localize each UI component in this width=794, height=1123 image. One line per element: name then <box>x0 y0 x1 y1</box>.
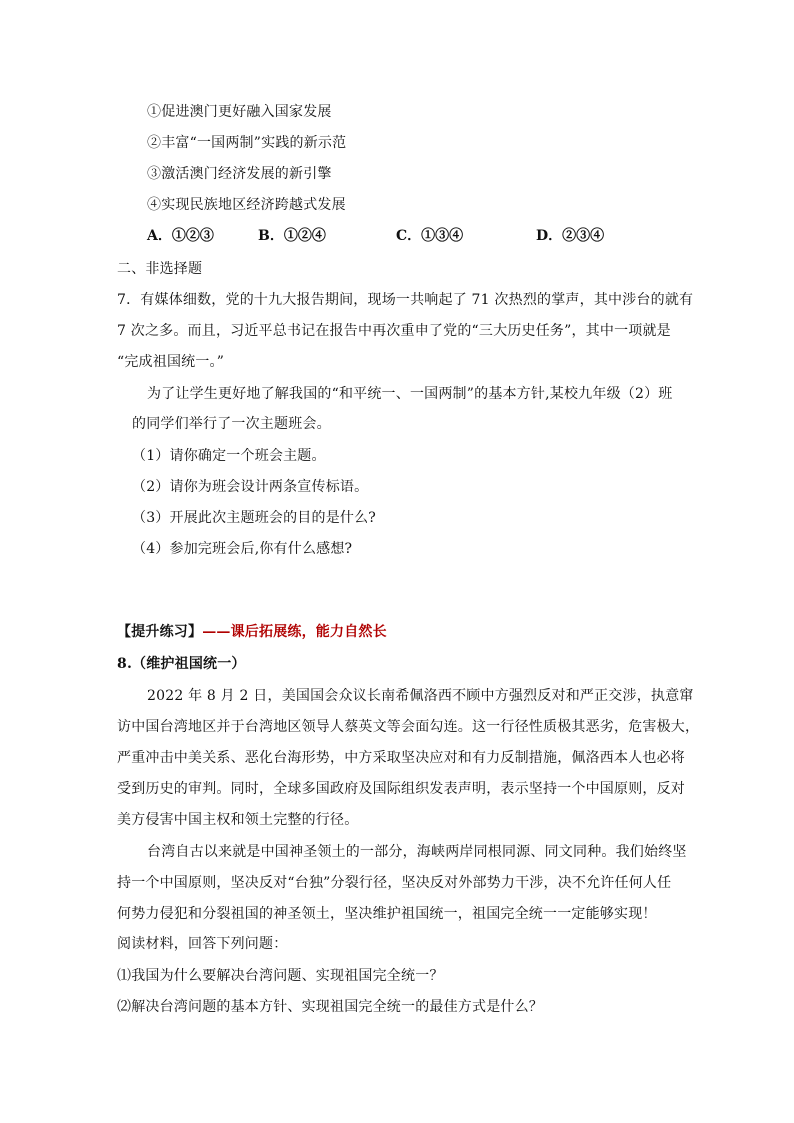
q8-line-5: 美方侵害中国主权和领土完整的行径。 <box>117 812 359 828</box>
q7-line-3: “完成祖国统一。” <box>117 354 225 370</box>
q8-subquestion-2: ⑵解决台湾问题的基本方针、实现祖国完全统一的最佳方式是什么？ <box>117 999 543 1015</box>
q8-line-3: 严重冲击中美关系、恶化台海形势，中方采取坚决应对和有力反制措施，佩洛西本人也必将 <box>117 750 685 766</box>
q7-line-2: 7 次之多。而且，习近平总书记在报告中再次重申了党的“三大历史任务”，其中一项就是 <box>117 323 671 339</box>
mc-item-3: ③激活澳门经济发展的新引擎 <box>147 166 332 182</box>
q8-title: 8.（维护祖国统一） <box>117 656 246 672</box>
q7-subquestion-2: （2）请你为班会设计两条宣传标语。 <box>132 479 369 495</box>
q8-line-8: 何势力侵犯和分裂祖国的神圣领土，坚决维护祖国统一，祖国完全统一一定能够实现！ <box>117 906 657 922</box>
practice-label: 【提升练习】 <box>117 624 203 640</box>
mc-item-2: ②丰富“一国两制”实践的新示范 <box>147 135 347 151</box>
q7-subquestion-1: （1）请你确定一个班会主题。 <box>132 448 326 464</box>
q7-line-5: 的同学们举行了一次主题班会。 <box>132 416 331 432</box>
q8-subquestion-1: ⑴我国为什么要解决台湾问题、实现祖国完全统一？ <box>117 968 444 984</box>
practice-header <box>117 622 387 642</box>
q8-line-1: 2022 年 8 月 2 日，美国国会众议长南希佩洛西不顾中方强烈反对和严正交涉，执意窜 <box>147 688 694 704</box>
option-b: B．①②④ <box>258 228 326 244</box>
q8-line-4: 受到历史的审判。同时，全球多国政府及国际组织发表声明，表示坚持一个中国原则，反对 <box>117 781 685 797</box>
practice-subtitle: ——课后拓展练，能力自然长 <box>202 624 387 640</box>
q7-line-1: 7．有媒体细数，党的十九大报告期间，现场一共响起了 71 次热烈的掌声，其中涉台的就有 <box>117 292 694 308</box>
mc-item-1: ①促进澳门更好融入国家发展 <box>147 104 332 120</box>
q8-line-7: 持一个中国原则，坚决反对“台独”分裂行径，坚决反对外部势力干涉，决不允许任何人任 <box>117 875 672 891</box>
option-d: D．②③④ <box>536 228 605 244</box>
q8-line-2: 访中国台湾地区并于台湾地区领导人蔡英文等会面勾连。这一行径性质极其恶劣，危害极大， <box>117 719 700 735</box>
q8-instruction: 阅读材料，回答下列问题： <box>117 936 288 952</box>
mc-item-4: ④实现民族地区经济跨越式发展 <box>147 197 346 213</box>
q7-line-4: 为了让学生更好地了解我国的“和平统一、一国两制”的基本方针,某校九年级（2）班 <box>147 386 673 402</box>
option-c: C．①③④ <box>396 228 464 244</box>
q7-subquestion-4: （4）参加完班会后,你有什么感想? <box>132 541 353 557</box>
option-a: A．①②③ <box>147 228 214 244</box>
q7-subquestion-3: （3）开展此次主题班会的目的是什么? <box>132 510 377 526</box>
q8-line-6: 台湾自古以来就是中国神圣领土的一部分，海峡两岸同根同源、同文同种。我们始终坚 <box>147 844 687 860</box>
section-heading: 二、非选择题 <box>117 261 203 277</box>
